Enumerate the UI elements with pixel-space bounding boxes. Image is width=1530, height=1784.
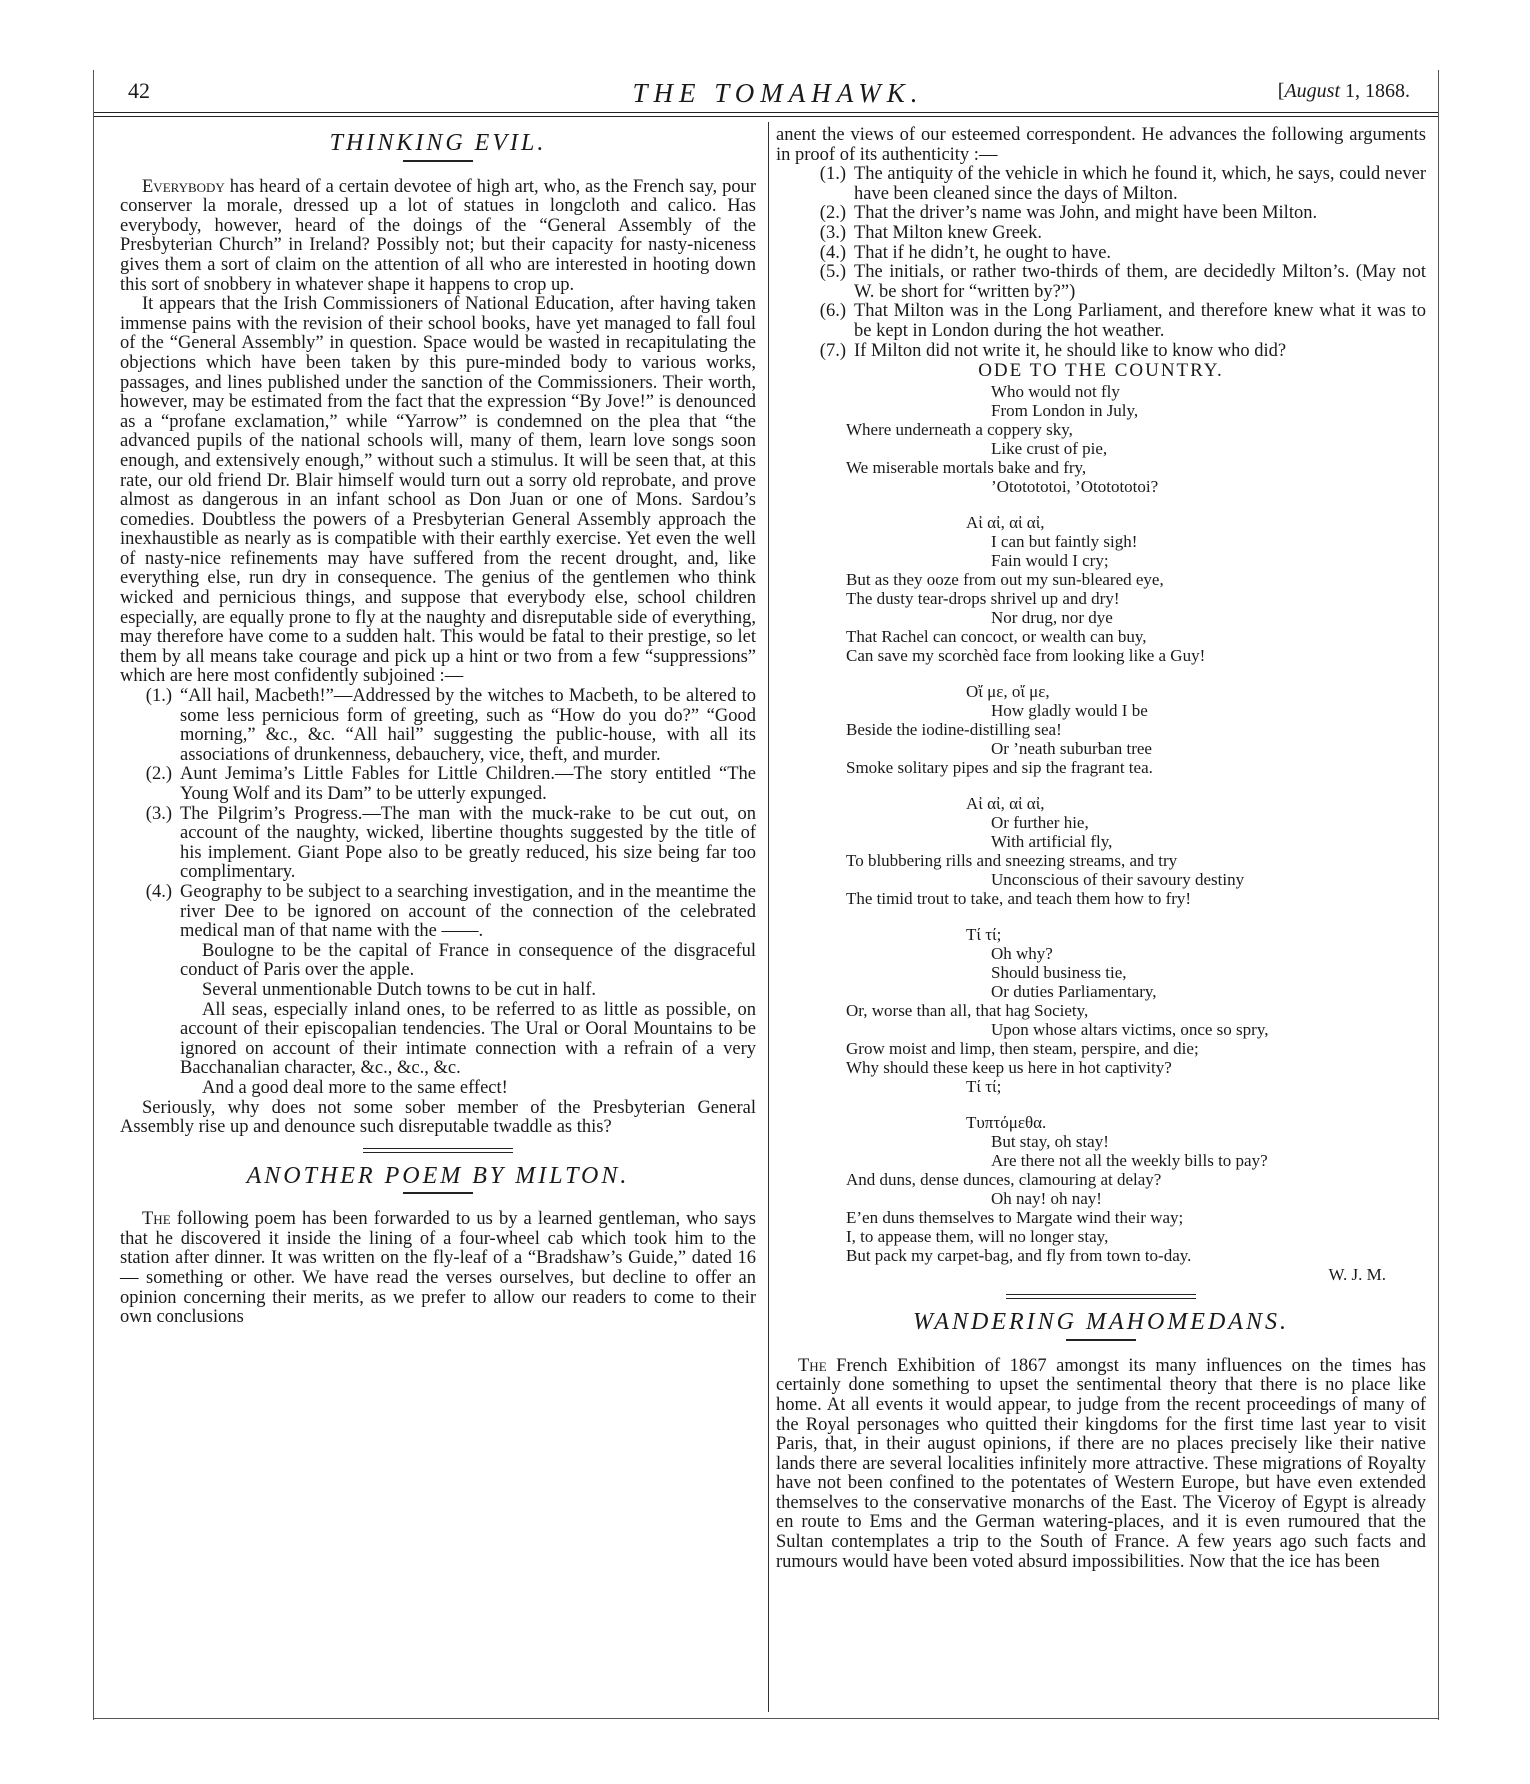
list-item: (2.) Aunt Jemima’s Little Fables for Little Children.—The story entitled “The Young Wolf and its Dam” to be utterly expunged.: [145, 764, 756, 804]
poem-line: Upon whose altars victims, once so spry,: [991, 1020, 1269, 1040]
poem-line: Who would not fly: [991, 382, 1120, 402]
stanza-gap: [776, 908, 1426, 925]
poem-line: That Rachel can concoct, or wealth can buy,: [846, 627, 1147, 647]
stanza-gap: [776, 665, 1426, 682]
poem-line: Or duties Parliamentary,: [991, 982, 1157, 1002]
article-title-another-poem: ANOTHER POEM BY MILTON.: [246, 1162, 630, 1189]
list-item: (5.) The initials, or rather two-thirds of them, are decidedly Milton’s. (May not W. be short for “written by?”): [819, 262, 1426, 302]
poem-line: But stay, oh stay!: [991, 1132, 1109, 1152]
sub-paragraph: Several unmentionable Dutch towns to be cut in half.: [202, 979, 597, 1000]
poem-line: Tί τί;: [966, 925, 1002, 945]
list-item: (3.) That Milton knew Greek.: [819, 222, 1043, 243]
poem-line: The dusty tear-drops shrivel up and dry!: [846, 589, 1120, 609]
poem-line: Oἴ με, οἴ με,: [966, 682, 1050, 702]
poem-line: To blubbering rills and sneezing streams, and try: [846, 851, 1178, 871]
drop-word: The: [142, 1209, 171, 1230]
title-rule: [403, 160, 473, 162]
poem-line: We miserable mortals bake and fry,: [846, 458, 1087, 478]
poem-line: Beside the iodine-distilling sea!: [846, 720, 1062, 740]
right-column: [776, 126, 1426, 1572]
poem-line: I can but faintly sigh!: [991, 532, 1138, 552]
list-item: (4.) Geography to be subject to a searching investigation, and in the meantime the river Dee to be ignored on account of the connection of the celebrated medical man of that name with the ——.: [145, 881, 756, 942]
poem-stanzas: [776, 382, 1426, 1265]
poem-line: Fain would I cry;: [991, 551, 1109, 571]
stanza-gap: [776, 1096, 1426, 1113]
publication-title: THE TOMAHAWK.: [632, 78, 924, 108]
poem-line: Tί τί;: [966, 1077, 1002, 1097]
poem-line: Are there not all the weekly bills to pay?: [991, 1151, 1268, 1171]
poem-line: How gladly would I be: [991, 701, 1148, 721]
poem-line: Τυπτόμεθα.: [966, 1113, 1047, 1133]
sub-paragraph: And a good deal more to the same effect!: [202, 1077, 508, 1098]
running-header: [128, 78, 1428, 114]
poem-line: Unconscious of their savoury destiny: [991, 870, 1245, 890]
authenticity-list: [776, 165, 1426, 361]
paragraph: The following poem has been forwarded to us by a learned gentleman, who says that he discovered it inside the lining of a four-wheel cab which took him to the station after dinner. It was written on the fly-leaf of a “Bradshaw’s Guide,” dated 16— something or other. We have read the verses ourselves, but decline to offer an opinion concerning their merits, as we prefer to allow our readers to come to their own conclusions: [120, 1209, 756, 1328]
sub-paragraph: All seas, especially inland ones, to be referred to as little as possible, on account of their episcopalian tendencies. The Ural or Ooral Mountains to be ignored on account of their intimate connection with a refrain of a very Bacchanalian character, &c., &c., &c.: [180, 999, 756, 1079]
poem-line: I, to appease them, will no longer stay,: [846, 1227, 1109, 1247]
poem-line: Oh why?: [991, 944, 1053, 964]
poem-line: E’en duns themselves to Margate wind their way;: [846, 1208, 1184, 1228]
list-item: (6.) That Milton was in the Long Parliament, and therefore knew what it was to be kept in London during the hot weather.: [819, 301, 1426, 341]
poem-line: With artificial fly,: [991, 832, 1113, 852]
poem-line: Oh nay! oh nay!: [991, 1189, 1102, 1209]
poem-line: Aἰ αἰ, αἰ αἰ,: [966, 513, 1045, 533]
poem-line: Can save my scorchèd face from looking like a Guy!: [846, 646, 1206, 666]
left-column: [120, 126, 756, 1328]
poem-line: And duns, dense dunces, clamouring at delay?: [846, 1170, 1162, 1190]
title-rule: [403, 1192, 473, 1194]
poem-line: Or further hie,: [991, 813, 1089, 833]
paragraph: Everybody has heard of a certain devotee of high art, who, as the French say, pour conserver la morale, dressed up a lot of statues in longcloth and calico. Has everybody, however, heard of the doings of the “General Assembly of the Presbyterian Church” in Ireland? Possibly not; but their capacity for nasty-niceness gives them a sort of claim on the attention of all who are interested in hooting down this sort of snobbery in whatever shape it happens to crop up.: [120, 176, 757, 295]
page-frame-bottom: [93, 1718, 1439, 1719]
continuation-paragraph: anent the views of our esteemed correspondent. He advances the following arguments in proof of its authenticity :—: [776, 125, 1426, 165]
list-item: (4.) That if he didn’t, he ought to have.: [819, 242, 1112, 263]
list-item: (1.) “All hail, Macbeth!”—Addressed by the witches to Macbeth, to be altered to some less pernicious form of greeting, such as “How do you do?” “Good morning,” &c., &c. “All hail” suggesting the public-house, with all its associations of drunkenness, debauchery, vice, theft, and murder.: [145, 686, 756, 765]
article-separator: [1006, 1294, 1196, 1299]
poem-line: Nor drug, nor dye: [991, 608, 1113, 628]
suppression-list: [120, 687, 756, 942]
drop-word: The: [798, 1355, 827, 1376]
poem-line: The timid trout to take, and teach them how to fry!: [846, 889, 1192, 909]
poem-line: But as they ooze from out my sun-bleared eye,: [846, 570, 1164, 590]
list-item: (1.) The antiquity of the vehicle in which he found it, which, he says, could never have been cleaned since the days of Milton.: [819, 164, 1426, 204]
article-title-wandering-mahomedans: WANDERING MAHOMEDANS.: [913, 1309, 1289, 1336]
stanza-gap: [776, 777, 1426, 794]
poem-title: ODE TO THE COUNTRY.: [978, 360, 1224, 382]
drop-word: Everybody: [142, 176, 225, 197]
poem-line: Aἰ αἰ, αἰ αἰ,: [966, 794, 1045, 814]
poem-line: Should business tie,: [991, 963, 1127, 983]
stanza-gap: [776, 496, 1426, 513]
article-separator: [363, 1148, 513, 1153]
list-item: (7.) If Milton did not write it, he should like to know who did?: [819, 340, 1287, 361]
paragraph: The French Exhibition of 1867 amongst its many influences on the times has certainly done something to upset the sentimental theory that there is no place like home. At all events it would appear, to judge from the recent proceedings of many of the Royal personages who quitted their kingdoms for the first time last year to visit Paris, that, in their august opinions, if there are no places precisely like their native lands there are several localities infinitely more attractive. These migrations of Royalty have not been confined to the potentates of Western Europe, but have even extended themselves to the conservative monarchs of the East. The Viceroy of Egypt is already en route to Ems and the German watering-places, and it is even rumoured that the Sultan contemplates a trip to the South of France. A few years ago such facts and rumours would have been voted absurd impossibilities. Now that the ice has been: [776, 1355, 1427, 1572]
poem-line: Or ’neath suburban tree: [991, 739, 1152, 759]
poem-line: From London in July,: [991, 401, 1139, 421]
poem-line: Smoke solitary pipes and sip the fragrant tea.: [846, 758, 1153, 778]
sub-paragraph: Boulogne to be the capital of France in consequence of the disgraceful conduct of Paris over the apple.: [180, 940, 756, 981]
article-title-thinking-evil: THINKING EVIL.: [329, 130, 547, 156]
column-divider: [768, 122, 769, 1712]
poem-ode-to-the-country: [776, 361, 1426, 1284]
closing-paragraph: Seriously, why does not some sober member of the Presbyterian General Assembly rise up and denounce such disreputable twaddle as this?: [120, 1097, 756, 1138]
header-rule: [94, 112, 1438, 117]
poem-line: But pack my carpet-bag, and fly from town to-day.: [846, 1246, 1192, 1266]
poem-line: Where underneath a coppery sky,: [846, 420, 1073, 440]
list-item: (2.) That the driver’s name was John, and might have been Milton.: [819, 203, 1318, 224]
poem-line: Grow moist and limp, then steam, perspire, and die;: [846, 1039, 1199, 1059]
title-rule: [1066, 1339, 1136, 1341]
paragraph: It appears that the Irish Commissioners of National Education, after having taken immense pains with the revision of their school books, have yet managed to fall foul of the “General Assembly” in question. Space would be wasted in recapitulating the objections which have been taken by this pure-minded body to various works, passages, and lines published under the sanction of the Commissioners. Their worth, however, may be estimated from the fact that the expression “By Jove!” is denounced as a “profane exclamation,” while “Yarrow” is condemned on the plea that “the advanced pupils of the national schools will, many of them, learn love songs soon enough, and extensively enough,” without such a stimulus. It will be seen that, at this rate, our old friend Dr. Blair himself would turn out a sorry old reprobate, and prove almost as dangerous in an infant school as Don Juan or one of Mons. Sardou’s comedies. Doubtless the powers of a Presbyterian General Assembly approach the inexhaustible as nearly as is compatible with their earthly exercise. Yet even the well of nasty-nice refinements may have suffered from the recent drought, and, like everything else, run dry in consequence. The genius of the gentlemen who think wicked and pernicious things, and suppose that everybody else, school children especially, are equally prone to fly at the naughty and disreputable side of everything, may therefore have come to a sudden halt. This would be fatal to their prestige, so let them by all means take courage and pick up a hint or two from a few “suppressions” which are here most confidently subjoined :—: [120, 294, 756, 687]
list-item: (3.) The Pilgrim’s Progress.—The man with the muck-rake to be cut out, on account of the naughty, wicked, libertine thoughts suggested by the title of his implement. Giant Pope also to be greatly reduced, his size being far too complimentary.: [145, 803, 756, 883]
poem-line: Why should these keep us here in hot captivity?: [846, 1058, 1172, 1078]
poem-line: ’Ototototoi, ’Ototototoi?: [991, 477, 1159, 497]
poem-line: Like crust of pie,: [991, 439, 1108, 459]
poem-signature: W. J. M.: [1328, 1265, 1386, 1285]
page-number: 42: [128, 78, 150, 103]
page-frame-right: [1438, 70, 1439, 1720]
issue-date: [August 1, 1868.: [1277, 80, 1410, 102]
poem-line: Or, worse than all, that hag Society,: [846, 1001, 1089, 1021]
page-frame-left: [93, 70, 94, 1720]
